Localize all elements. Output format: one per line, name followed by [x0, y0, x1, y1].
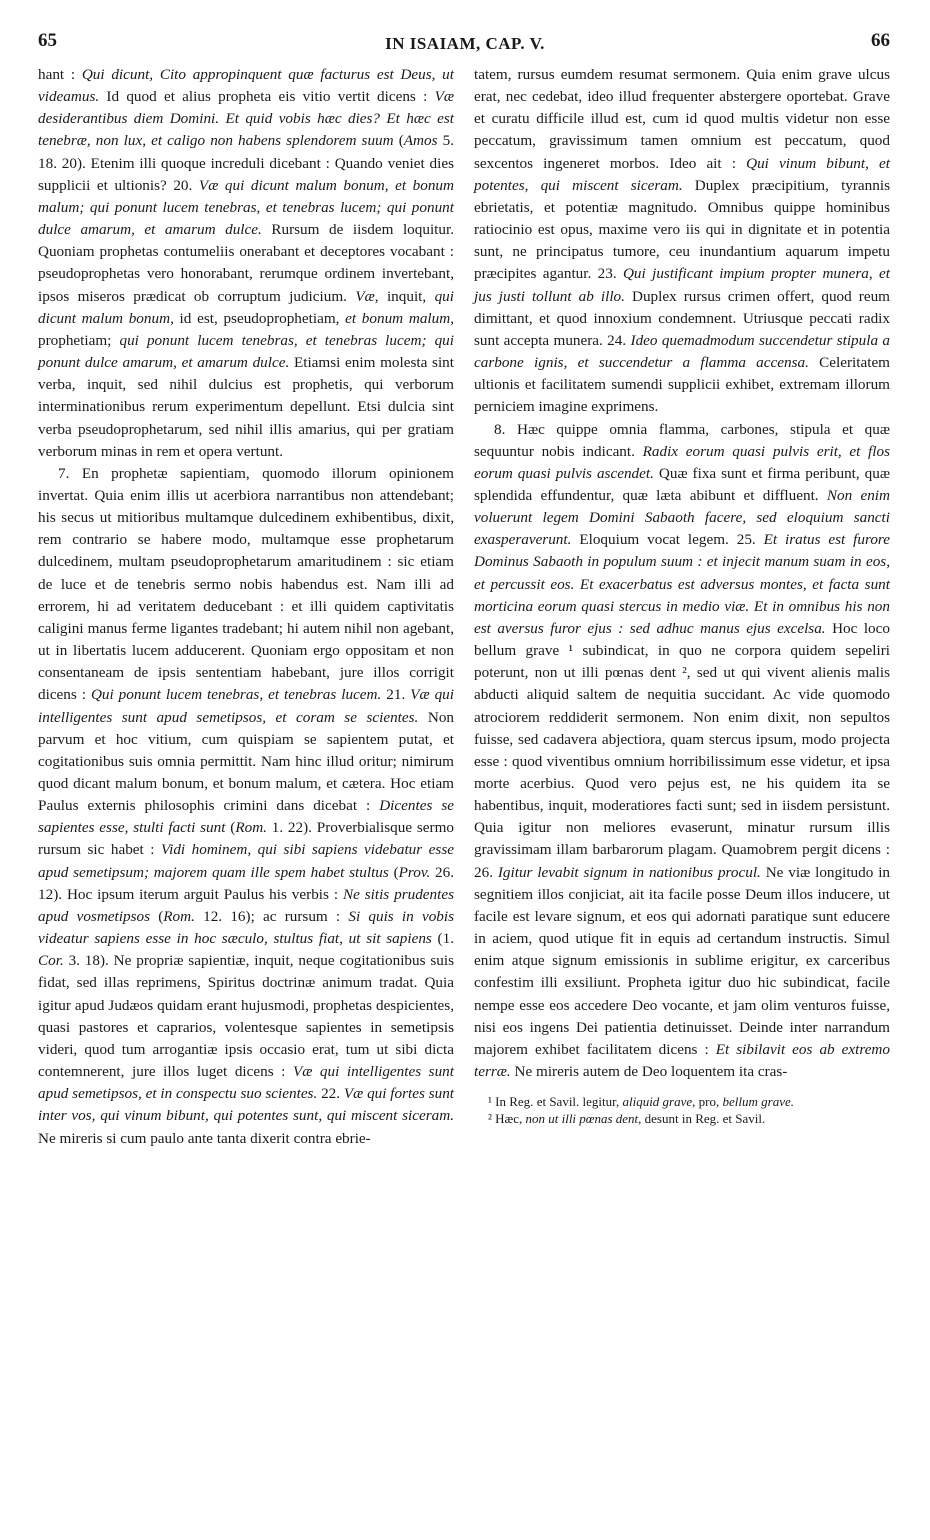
text-run: 1. 22). Proverbialisque sermo rursum sic habet :	[38, 819, 454, 859]
paragraph	[38, 64, 454, 463]
text-run: , id est, pseudoprophetiam,	[170, 309, 346, 327]
italic-text-run: Væ qui fortes sunt inter vos, qui vinum bibunt, qui potentes sunt, qui miscent siceram.	[38, 1085, 455, 1125]
italic-text-run: Vidi hominem, qui sibi sapiens videbatur esse apud semetipsum; majorem quam ille spem habet stultus	[38, 841, 454, 881]
italic-text-run: Qui vinum bibunt, et potentes, qui miscent siceram.	[474, 154, 891, 194]
text-run: (1.	[431, 930, 454, 948]
italic-text-run: qui ponunt lucem tenebras, et tenebras lucem; qui ponunt dulce amarum, et amarum dulce.	[38, 331, 454, 372]
text-run: (	[225, 819, 236, 837]
italic-text-run: Si quis in vobis videatur sapiens esse in hoc sæculo, stultus fiat, ut sit sapiens	[38, 907, 455, 948]
italic-text-run: Væ	[355, 287, 375, 305]
page-header	[38, 30, 890, 60]
left-page-number: 65	[38, 30, 57, 51]
text-run: Etiamsi enim molesta sint verba, inquit, sed nihil dulcius est prophetis, qui verborum interminationibus rerum experimentum depellunt. Etsi dulcia sint verba pseudoprophetarum, sed nihil illis amarius, qui per gratiam verborum minas in rem et opera vertunt.	[38, 354, 455, 460]
text-run: Duplex præcipitium, tyrannis ebrietatis, et potentiæ magnitudo. Omnibus quippe hominibus ratiocinio est opus, maxime vero iis qui in dignitate et in potentia sunt, ne principatus tumore, ceu inundantium aquarum impetu præcipites agantur. 23.	[474, 176, 890, 283]
italic-text-run: aliquid grave	[622, 1094, 693, 1110]
footnotes	[474, 1093, 890, 1127]
text-run: 8. Hæc quippe omnia flamma, carbones, stipula et quæ sequuntur nobis indicant.	[474, 420, 890, 460]
text-run: Rursum de iisdem loquitur. Quoniam prophetas contumeliis onerabant et deceptores vocabant : pseudoprophetas vero honorabant, rerumque ordinem invertebant, ipsos miseros prædicat ob corruptum judicium.	[38, 221, 455, 305]
text-run: 7. En prophetæ sapientiam, quomodo illorum opinionem invertat. Quia enim illis ut acerbiora narrantibus non attendebant; his secus ut mitioribus multamque dulcedinem exhibentibus, dixit, rem contrario se habere modo, multamque esse prophetarum dulcedinem, multam pseudoprophetarum amaritudinem : sic etiam de luce et de tenebris sermo nobis habendus est. Nam illi ad errorem, hi ad veritatem deducebant : et illi quidem captivitatis caligini manus ferme ligantes tradebant; hi autem nihil non agebant, ut in libertatis lucem adducerent. Quoniam ergo oppositam et non consentaneam de ipsis sententiam habebant, jure illos corrigit dicens :	[38, 464, 454, 704]
paragraph	[474, 419, 890, 1084]
two-column-body	[38, 64, 890, 1150]
italic-text-run: Amos	[403, 132, 438, 150]
italic-text-run: Radix eorum quasi pulvis erit, et flos eorum quasi pulvis ascendet.	[474, 442, 891, 482]
italic-text-run: qui dicunt malum bonum	[38, 287, 454, 327]
text-run: Ne mireris si cum paulo ante tanta dixerit contra ebrie-	[38, 1129, 371, 1147]
text-run: 12. 16); ac rursum :	[194, 907, 349, 925]
italic-text-run: Et sibilavit eos ab extremo terræ.	[474, 1040, 890, 1081]
italic-text-run: Væ desiderantibus diem Domini. Et quid vobis hæc dies? Et hæc est tenebræ, non lux, et caligo non habens splendorem suum	[38, 88, 454, 150]
text-run: (	[150, 907, 164, 925]
text-run: , prophetiam;	[38, 309, 454, 349]
italic-text-run: Ideo quemadmodum succendetur stipula a carbone ignis, et succendetur a flamma accensa.	[474, 331, 890, 372]
italic-text-run: non ut illi pœnas dent	[525, 1111, 639, 1127]
italic-text-run: Dicentes se sapientes esse, stulti facti sunt	[38, 797, 454, 837]
text-run: Celeritatem ultionis et facilitatem sumendi supplicii exhibet, extremam illorum perniciem imagine exprimens.	[474, 354, 890, 416]
text-run: 5. 18. 20). Etenim illi quoque increduli dicebant : Quando veniet dies supplicii et ultionis? 20.	[38, 132, 454, 194]
italic-text-run: et bonum malum	[345, 309, 451, 327]
italic-text-run: Qui ponunt lucem tenebras, et tenebras lucem.	[90, 686, 382, 704]
right-column	[474, 64, 890, 1150]
text-run: 26. 12). Hoc ipsum iterum arguit Paulus his verbis :	[38, 863, 455, 903]
italic-text-run: Qui justificant impium propter munera, et jus justi tollunt ab illo.	[474, 265, 890, 305]
text-run: Id quod et alius propheta eis vitio vertit dicens :	[99, 88, 435, 106]
paragraph	[474, 64, 890, 419]
italic-text-run: Non enim voluerunt legem Domini Sabaoth facere, sed eloquium sancti exasperaverunt.	[474, 486, 890, 549]
text-run: tatem, rursus eumdem resumat sermonem. Quia enim grave ulcus erat, nec cedebat, ideo illud frequenter abstergere oportebat. Grave et curatu difficile illud est, cum id quod multis videtur non esse peccatum, gravissimum tamen omnium est peccatum, quod sexcentos ingeneret morbos. Ideo ait :	[474, 66, 890, 172]
text-run: hant :	[38, 66, 82, 83]
text-run: Duplex rursus crimen offert, quod reum dimittant, et quod innoxium condemnent. Utriusque peccati radix sunt accepta munera. 24.	[474, 287, 890, 349]
text-run: Reg.	[509, 1094, 534, 1110]
text-run: Non parvum et hoc vitium, cum quispiam se sapientem putat, et cogitationibus suis omnia permittit. Nam hinc illud oritur; nimirum quod dicant malum bonum, et bonum malum, et cætera. Hoc etiam Paulus externis philosophis crimini dans dicebat :	[38, 708, 455, 815]
italic-text-run: Væ qui dicunt malum bonum, et bonum malum; qui ponunt lucem tenebras, et tenebras lucem; qui ponunt dulce amarum, et amarum dulce.	[38, 176, 454, 239]
footnote	[474, 1110, 890, 1127]
left-column	[38, 64, 454, 1150]
italic-text-run: Qui dicunt, Cito appropinquent quæ facturus est Deus, ut videamus.	[38, 66, 454, 106]
text-run: , inquit,	[374, 287, 435, 305]
italic-text-run: Væ qui intelligentes sunt apud semetipsos, et coram se scientes.	[38, 686, 454, 726]
text-run: ¹ In	[488, 1094, 510, 1110]
text-run: ² Hæc,	[488, 1111, 526, 1127]
italic-text-run: Prov.	[398, 863, 431, 881]
italic-text-run: Rom.	[163, 907, 195, 925]
italic-text-run: Igitur levabit signum in nationibus procul.	[497, 863, 761, 881]
text-run: 3. 18). Ne propriæ sapientiæ, inquit, neque cogitationibus suis fidat, sed illas reprimens, Spiritus doctrinæ animum tradat. Quia igitur apud Judæos quidam erant hujusmodi, prophetas despicientes, quasi pastores et caprarios, volentesque sapientes in semetipsis videri, quod tum arrogantiæ ipsis occasio erat, tum ut sibi dicta contemnerent, jure illos luget dicens :	[38, 952, 454, 1081]
text-run: 21.	[381, 686, 411, 704]
text-run: (	[393, 132, 404, 150]
text-run: Eloquium vocat legem. 25.	[571, 531, 764, 549]
footnote	[474, 1093, 890, 1110]
paragraph	[38, 463, 454, 1150]
italic-text-run: Rom.	[235, 819, 267, 837]
italic-text-run: Væ qui intelligentes sunt apud semetipsos, et in conspectu suo scientes.	[38, 1063, 454, 1103]
right-page-number: 66	[871, 30, 890, 51]
text-run: Hoc loco bellum grave ¹ subindicat, in quo ne corpora quidem sepeliri poterunt, non ut illi pœnas dent ², sed ut qui vivent alienis malis abducti aliquid saltem de nequitia succidant. Ac vide quomodo atrociorem reddiderit sermonem. Non enim dixit, non sepultos fuisse, sed cadavera abjectiora, quam stercus ipsum, modo projecta esse : quod viventibus omnium horribilissimum esse videtur, et ipsa morte acerbius. Quod vero pejus est, ne his quidem ita se habentibus, inquit, moderatiores facti sunt; sed in iisdem persistunt. Quia igitur non meliores evaserunt, minatur rursum illis gravissimam illam barbarorum plagam. Quamobrem pergit dicens : 26.	[474, 619, 890, 881]
text-run: 22.	[317, 1085, 344, 1103]
text-run: Quæ fixa sunt et firma peribunt, quæ splendida effundentur, quæ læta abibunt et diffluent.	[474, 464, 890, 504]
text-run: (	[388, 863, 399, 881]
text-run: Ne viæ longitudo in segnitiem illos conjiciat, ait ita facile posse Deum illos inducere, ut facile est levare signum, et eos qui adornati paratique sunt educere in aciem, quod utique fit in equis ad certandum instructis. Simul enim atque signum emissionis in sublime erigitur, ex carceribus confestim illi exsiliunt. Propheta igitur duo hic subindicat, facile nempe esse eos accedere Deo vocante, et jam olim venturos fuisse, nisi eos ingens Dei patientia detinuisset. Deinde inter narrandum majorem exhibet facilitatem dicens :	[474, 863, 891, 1058]
text-run: et Savil. legitur,	[533, 1094, 623, 1110]
text-run: , pro,	[692, 1094, 723, 1110]
text-run: Ne mireris autem de Deo loquentem ita cras-	[510, 1063, 788, 1081]
text-run: , desunt in Reg. et Savil.	[638, 1111, 766, 1127]
italic-text-run: Ne sitis prudentes apud vosmetipsos	[38, 885, 455, 925]
italic-text-run: Et iratus est furore Dominus Sabaoth in populum suum : et injecit manum suam in eos, et percussit eos. Et exacerbatus est adversus montes, et facta sunt morticina eorum quasi stercus in medio viæ. Et in omnibus his non est aversus furor ejus : sed adhuc manus ejus excelsa.	[474, 531, 891, 637]
italic-text-run: bellum grave.	[722, 1094, 794, 1110]
running-title: IN ISAIAM, CAP. V.	[385, 34, 545, 53]
italic-text-run: Cor.	[38, 952, 64, 970]
